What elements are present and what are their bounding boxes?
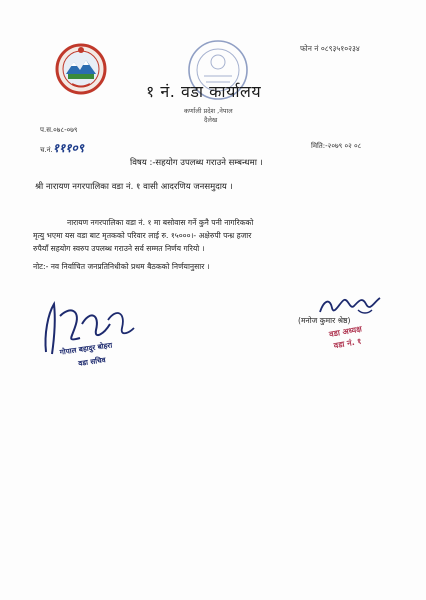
dispatch-number: १११०९ <box>52 141 84 155</box>
letter-addressee: श्री नारायण नगरपालिका वडा नं. १ वासी आदरणिय जनसमुदाय । <box>35 182 233 192</box>
body-line: नारायण नगरपालिका वडा नं. १ मा बसोवास गर्ने कुनै पनी नागरिकको <box>67 218 254 227</box>
secretary-name: गोपाल बहादुर बोहरा <box>59 340 113 357</box>
office-title: १ नं. वडा कार्यालय <box>146 82 262 101</box>
body-line: मृत्यु भएमा यस वडा बाट मृतकको परिवार लाई रु. १५०००।- अक्षेरुपी पन्ध्र हजार <box>33 231 252 240</box>
dispatch-prefix: च.नं. <box>40 146 53 154</box>
secretary-designation: वडा सचिव <box>77 355 107 368</box>
letter-body <box>33 216 405 255</box>
phone-number: फोन नं ०८९३५१०२३४ <box>300 44 360 53</box>
stamp-line: वडा नं. १ <box>332 336 363 351</box>
dispatch-number-line <box>40 139 84 156</box>
letter-date: मिति:-२०७९ ०२ ०८ <box>311 142 362 150</box>
chairperson-name: (मनोज कुमार श्रेष्ठ) <box>298 316 351 325</box>
letter-note: नोट:- नव निर्वाचित जनप्रतिनिधीको प्रथम बैठकको निर्णयानुसार । <box>33 262 210 271</box>
nepal-emblem-logo <box>54 40 108 96</box>
letter-subject: विषय :-सहयोग उपलब्ध गराउने सम्बन्धमा । <box>130 158 263 168</box>
body-line: रुपैयाँ सहयोग स्वरुप उपलब्ध गराउने सर्व सम्मत निर्णय गरियो । <box>33 244 205 253</box>
district-line: दैलेख <box>204 116 218 124</box>
fiscal-year: प.स.०७८-०७९ <box>40 126 78 134</box>
stamp-line: वडा अध्यक्ष <box>328 324 363 340</box>
province-line: कर्णाली प्रदेश ,नेपाल <box>184 107 233 115</box>
chairperson-stamp <box>305 319 391 372</box>
